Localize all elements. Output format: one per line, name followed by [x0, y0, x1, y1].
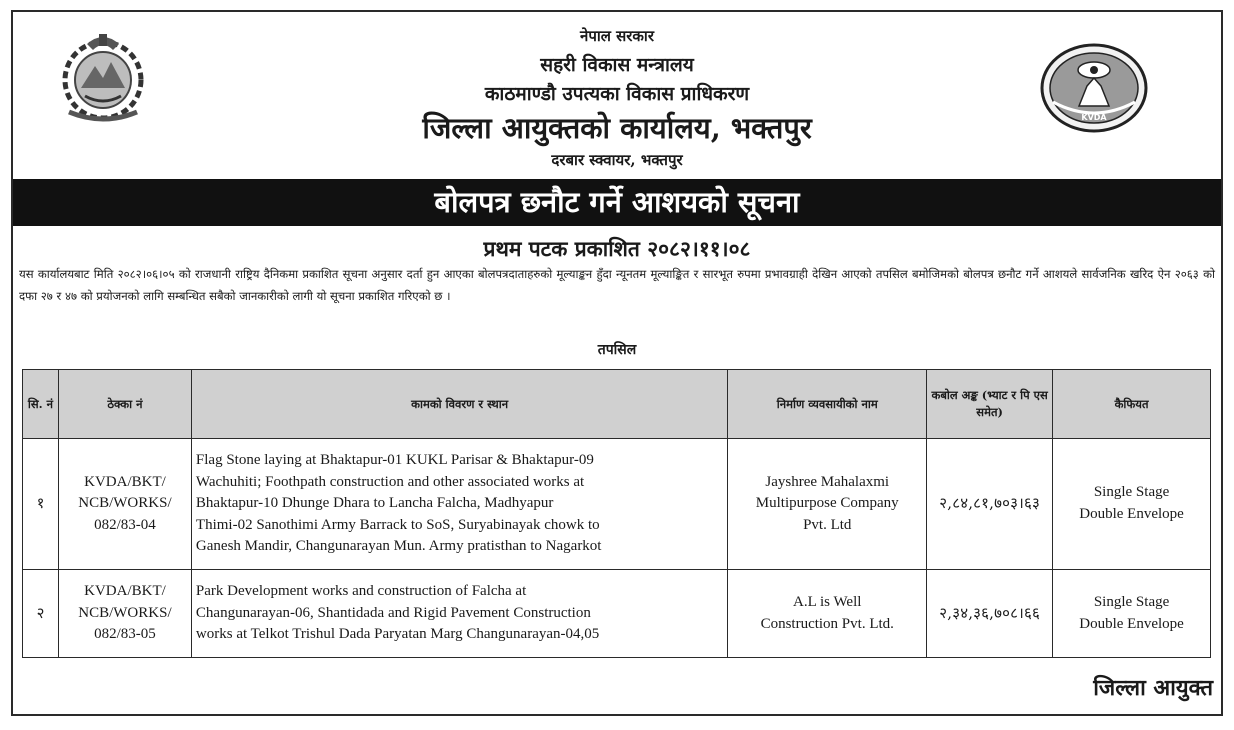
remarks-line: Double Envelope: [1079, 506, 1184, 522]
col-header-contractor: निर्माण व्यवसायीको नाम: [728, 370, 927, 439]
col-header-sn: सि. नं: [23, 370, 59, 439]
col-header-description: कामको विवरण र स्थान: [191, 370, 727, 439]
contract-line: KVDA/BKT/: [84, 473, 166, 490]
table-header-row: [23, 370, 1211, 439]
contract-line: 082/83-04: [94, 516, 156, 533]
description-line: Wachuhiti; Foothpath construction and other associated works at: [195, 473, 585, 490]
table-caption: तपसिल: [597, 342, 637, 358]
contract-line: KVDA/BKT/: [84, 583, 166, 600]
row-contract-no: [58, 439, 191, 570]
description-line: Ganesh Mandir, Changunarayan Mun. Army pratisthan to Nagarkot: [195, 538, 602, 555]
col-header-remarks: कैफियत: [1053, 370, 1211, 439]
header-line-government: नेपाल सरकार: [580, 27, 654, 45]
contractor-line: Jayshree Mahalaxmi: [765, 473, 890, 490]
row-contractor: [728, 439, 927, 570]
publication-date: प्रथम पटक प्रकाशित २०८२।११।०८: [483, 236, 751, 261]
notice-body: यस कार्यालयबाट मिति २०८२।०६।०५ को राजधानी राष्ट्रिय दैनिकमा प्रकाशित सूचना अनुसार दर्ता हुन आएका बोलपत्रदाताहरुको मूल्याङ्कन हुँदा न्यूनतम मूल्याङ्कित र सारभूत रुपमा प्रभावग्राही देखिन आएको तपसिल बमोजिमको बोलपत्र छनौट गर्ने आशयले सार्वजनिक खरिद ऐन २०६३ को दफा २७ र ४७ को प्रयोजनको लागि सम्बन्धित सबैको जानकारीको लागी यो सूचना प्रकाशित गरिएको छ ।: [19, 267, 1215, 303]
remarks-line: Double Envelope: [1079, 615, 1184, 632]
contractor-line: Pvt. Ltd: [803, 516, 852, 533]
bid-selection-table: [22, 369, 1211, 658]
header-line-office: जिल्ला आयुक्तको कार्यालय, भक्तपुर: [422, 111, 812, 145]
row-sn: १: [23, 439, 59, 570]
header-line-ministry: सहरी विकास मन्त्रालय: [540, 54, 694, 76]
header-line-address: दरबार स्क्वायर, भक्तपुर: [551, 151, 683, 169]
row-amount: २,३४,३६,७०८।६६: [927, 570, 1053, 658]
row-contractor: [728, 570, 927, 658]
row-description: [191, 439, 727, 570]
row-description: [191, 570, 727, 658]
notice-banner-title: बोलपत्र छनौट गर्ने आशयको सूचना: [13, 179, 1221, 226]
contract-line: NCB/WORKS/: [78, 604, 172, 621]
kvda-logo-text: KVDA: [1081, 113, 1107, 122]
contract-line: 082/83-05: [94, 626, 156, 643]
table-row: [23, 570, 1211, 658]
description-line: Bhaktapur-10 Dhunge Dhara to Lancha Falcha, Madhyapur: [195, 495, 554, 512]
contractor-line: A.L is Well: [793, 593, 862, 610]
header-line-authority: काठमाण्डौ उपत्यका विकास प्राधिकरण: [484, 83, 750, 105]
row-amount: २,८४,८१,७०३।६३: [927, 439, 1053, 570]
table-row: [23, 439, 1211, 570]
description-line: works at Telkot Trishul Dada Paryatan Marg Changunarayan-04,05: [195, 626, 600, 643]
contractor-line: Construction Pvt. Ltd.: [760, 615, 894, 632]
row-remarks: [1053, 570, 1211, 658]
col-header-contract: ठेक्का नं: [58, 370, 191, 439]
description-line: Flag Stone laying at Bhaktapur-01 KUKL Parisar & Bhaktapur-09: [195, 452, 594, 469]
row-sn: २: [23, 570, 59, 658]
row-remarks: [1053, 439, 1211, 570]
description-line: Changunarayan-06, Shantidada and Rigid Pavement Construction: [195, 604, 591, 621]
col-header-amount: कबोल अङ्क (भ्याट र पि एस समेत): [927, 370, 1053, 439]
kvda-emblem-icon: [1039, 42, 1149, 134]
notice-frame: [11, 10, 1223, 716]
row-contract-no: [58, 570, 191, 658]
contractor-line: Multipurpose Company: [755, 495, 899, 512]
remarks-line: Single Stage: [1093, 593, 1170, 610]
remarks-line: Single Stage: [1093, 484, 1170, 501]
signatory-title: जिल्ला आयुक्त: [1093, 675, 1213, 701]
description-line: Thimi-02 Sanothimi Army Barrack to SoS, Suryabinayak chowk to: [195, 516, 600, 533]
description-line: Park Development works and construction of Falcha at: [195, 583, 527, 600]
contract-line: NCB/WORKS/: [78, 495, 172, 512]
